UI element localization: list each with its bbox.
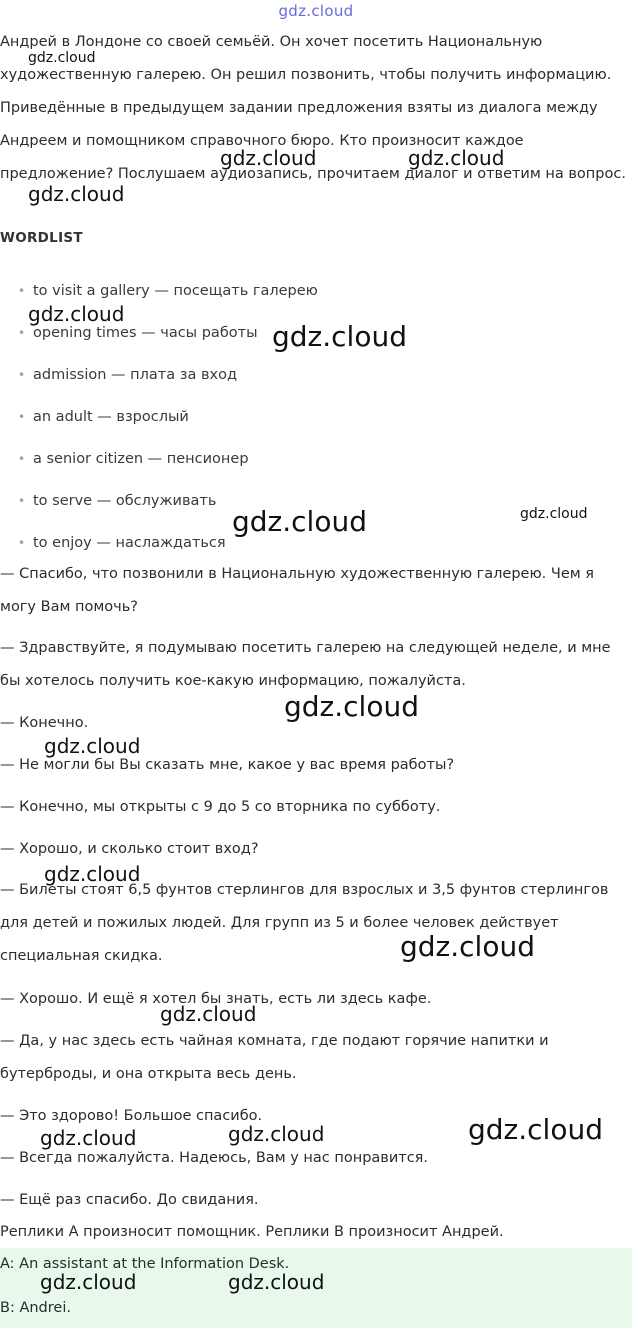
dialogue-line: — Ещё раз спасибо. До свидания. — [0, 1192, 259, 1208]
dialogue-line: — Хорошо, и сколько стоит вход? — [0, 841, 259, 857]
watermark: gdz.cloud — [40, 1126, 137, 1150]
wordlist-item-text: to serve — обслуживать — [33, 493, 217, 509]
summary-text: Реплики A произносит помощник. Реплики B произносит Андрей. — [0, 1224, 504, 1240]
watermark: gdz.cloud — [228, 1122, 325, 1146]
wordlist-item — [18, 358, 318, 400]
watermark: gdz.cloud — [40, 1270, 137, 1294]
wordlist-item-text: opening times — часы работы — [33, 325, 258, 341]
wordlist-item-text: to enjoy — наслаждаться — [33, 535, 226, 551]
wordlist-item-text: to visit a gallery — посещать галерею — [33, 283, 318, 299]
watermark: gdz.cloud — [400, 930, 535, 963]
dialogue-line: — Не могли бы Вы сказать мне, какое у вас время работы? — [0, 757, 455, 773]
dialogue-line: — Билеты стоят 6,5 фунтов стерлингов для взрослых и 3,5 фунтов стерлингов для детей и пожилых людей. Для групп из 5 и более человек действует специальная скидка. — [0, 882, 609, 964]
wordlist-item-text: an adult — взрослый — [33, 409, 189, 425]
intro-paragraph: Андрей в Лондоне со своей семьёй. Он хочет посетить Национальную художественную галерею. Он решил позвонить, чтобы получить информацию. Приведённые в предыдущем задании предложения взяты из диалога между Андреем и помощником справочного бюро. Кто произносит каждое предложение? Послушаем аудиозапись, прочитаем диалог и ответим на вопрос. — [0, 34, 626, 182]
answer-b: B: Andrei. — [0, 1300, 71, 1316]
wordlist-item — [18, 400, 318, 442]
bullet-icon: • — [18, 368, 26, 382]
answer-a: A: An assistant at the Information Desk. — [0, 1256, 290, 1272]
dialogue-line: — Всегда пожалуйста. Надеюсь, Вам у нас понравится. — [0, 1150, 429, 1166]
bullet-icon: • — [18, 326, 26, 340]
dialogue-line: — Конечно. — [0, 715, 89, 731]
watermark: gdz.cloud — [272, 320, 407, 353]
bullet-icon: • — [18, 452, 26, 466]
dialogue-line: — Да, у нас здесь есть чайная комната, где подают горячие напитки и бутерброды, и она открыта весь день. — [0, 1033, 549, 1082]
watermark: gdz.cloud — [28, 302, 125, 326]
watermark: gdz.cloud — [160, 1002, 257, 1026]
watermark: gdz.cloud — [44, 862, 141, 886]
dialogue-line: — Здравствуйте, я подумываю посетить галерею на следующей неделе, и мне бы хотелось получить кое-какую информацию, пожалуйста. — [0, 640, 611, 689]
watermark: gdz.cloud — [468, 1113, 603, 1146]
dialogue-line: — Хорошо. И ещё я хотел бы знать, есть ли здесь кафе. — [0, 991, 432, 1007]
watermark: gdz.cloud — [28, 182, 125, 206]
wordlist-item — [18, 442, 318, 484]
bullet-icon: • — [18, 494, 26, 508]
bullet-icon: • — [18, 536, 26, 550]
dialogue-line: — Это здорово! Большое спасибо. — [0, 1108, 263, 1124]
watermark: gdz.cloud — [228, 1270, 325, 1294]
watermark: gdz.cloud — [28, 50, 96, 66]
watermark: gdz.cloud — [220, 146, 317, 170]
watermark: gdz.cloud — [408, 146, 505, 170]
wordlist-item-text: admission — плата за вход — [33, 367, 237, 383]
dialogue-line: — Конечно, мы открыты с 9 до 5 со вторника по субботу. — [0, 799, 441, 815]
wordlist-item-text: a senior citizen — пенсионер — [33, 451, 249, 467]
watermark: gdz.cloud — [520, 506, 588, 522]
site-brand[interactable]: gdz.cloud — [278, 2, 354, 20]
bullet-icon: • — [18, 284, 26, 298]
wordlist-heading: WORDLIST — [0, 230, 83, 246]
watermark: gdz.cloud — [284, 690, 419, 723]
dialogue-line: — Спасибо, что позвонили в Национальную художественную галерею. Чем я могу Вам помочь? — [0, 566, 595, 615]
watermark: gdz.cloud — [44, 734, 141, 758]
watermark: gdz.cloud — [232, 505, 367, 538]
bullet-icon: • — [18, 410, 26, 424]
